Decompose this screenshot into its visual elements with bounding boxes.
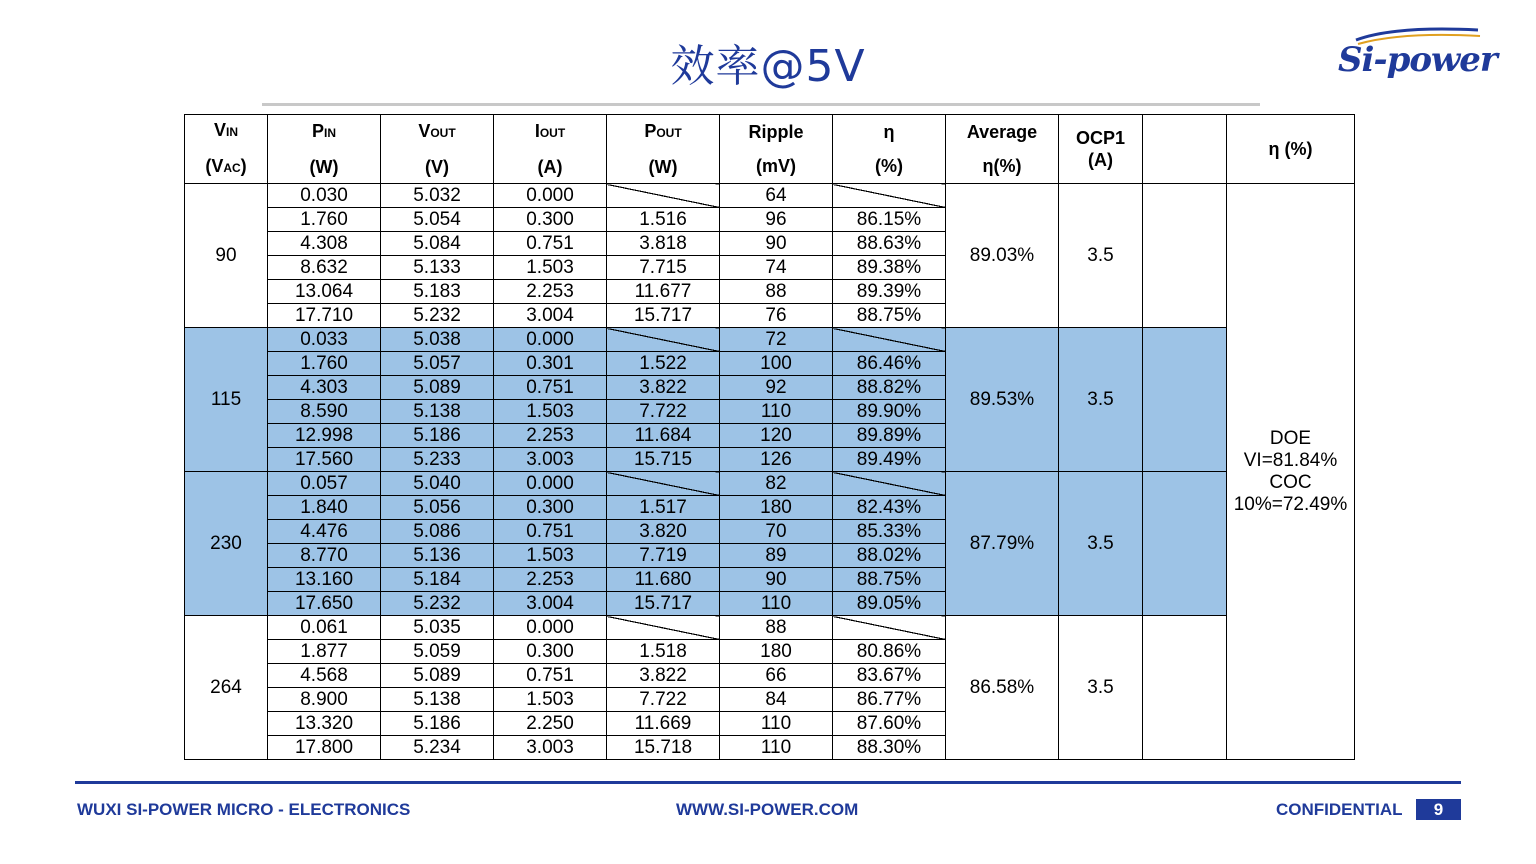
vout-cell: 5.136 xyxy=(381,544,494,568)
ocp-cell: 3.5 xyxy=(1059,184,1143,328)
vout-cell: 5.232 xyxy=(381,304,494,328)
vout-cell: 5.138 xyxy=(381,400,494,424)
pout-cell: 3.818 xyxy=(607,232,720,256)
average-cell: 86.58% xyxy=(946,616,1059,760)
pin-cell: 17.650 xyxy=(268,592,381,616)
eta-cell: 88.30% xyxy=(833,736,946,760)
vout-cell: 5.086 xyxy=(381,520,494,544)
note-line: DOE xyxy=(1269,427,1312,449)
ripple-cell: 70 xyxy=(720,520,833,544)
iout-cell: 0.000 xyxy=(494,472,607,496)
header-pin: PIN (W) xyxy=(268,115,381,184)
pin-cell: 0.030 xyxy=(268,184,381,208)
pin-cell: 0.033 xyxy=(268,328,381,352)
eta-cell: 89.90% xyxy=(833,400,946,424)
pin-cell: 0.057 xyxy=(268,472,381,496)
vout-cell: 5.133 xyxy=(381,256,494,280)
ripple-cell: 110 xyxy=(720,592,833,616)
iout-cell: 0.000 xyxy=(494,328,607,352)
eta-cell: 89.49% xyxy=(833,448,946,472)
ripple-cell: 64 xyxy=(720,184,833,208)
iout-cell: 3.003 xyxy=(494,736,607,760)
iout-cell: 0.751 xyxy=(494,520,607,544)
eta-cell: 83.67% xyxy=(833,664,946,688)
eta-cell: 89.89% xyxy=(833,424,946,448)
pout-cell: 7.719 xyxy=(607,544,720,568)
average-cell: 89.03% xyxy=(946,184,1059,328)
pout-cell: 15.718 xyxy=(607,736,720,760)
si-power-logo xyxy=(1338,26,1498,86)
ripple-cell: 72 xyxy=(720,328,833,352)
pin-cell: 17.710 xyxy=(268,304,381,328)
pout-cell: 11.684 xyxy=(607,424,720,448)
pout-cell: 11.677 xyxy=(607,280,720,304)
pout-cell: 1.518 xyxy=(607,640,720,664)
pin-cell: 1.760 xyxy=(268,352,381,376)
vout-cell: 5.138 xyxy=(381,688,494,712)
ripple-cell: 90 xyxy=(720,232,833,256)
slide-title: 效率@5V xyxy=(670,41,866,92)
pin-cell: 8.590 xyxy=(268,400,381,424)
header-pout: POUT (W) xyxy=(607,115,720,184)
pin-cell: 12.998 xyxy=(268,424,381,448)
eta-cell: 88.02% xyxy=(833,544,946,568)
ripple-cell: 84 xyxy=(720,688,833,712)
eta-cell: 89.38% xyxy=(833,256,946,280)
footer-company: WUXI SI-POWER MICRO - ELECTRONICS xyxy=(77,800,411,819)
table-row xyxy=(185,472,1355,496)
vout-cell: 5.054 xyxy=(381,208,494,232)
ripple-cell: 66 xyxy=(720,664,833,688)
vout-cell: 5.035 xyxy=(381,616,494,640)
doe-coc-note-cell xyxy=(1227,184,1355,760)
pin-cell: 4.303 xyxy=(268,376,381,400)
eta-cell: 87.60% xyxy=(833,712,946,736)
eta-cell: 86.15% xyxy=(833,208,946,232)
iout-cell: 1.503 xyxy=(494,688,607,712)
vout-cell: 5.032 xyxy=(381,184,494,208)
ocp-cell: 3.5 xyxy=(1059,616,1143,760)
header-average: Average η(%) xyxy=(946,115,1059,184)
eta-cell xyxy=(833,616,946,640)
iout-cell: 3.004 xyxy=(494,592,607,616)
ripple-cell: 120 xyxy=(720,424,833,448)
pin-cell: 8.900 xyxy=(268,688,381,712)
pin-cell: 17.800 xyxy=(268,736,381,760)
eta-cell: 88.82% xyxy=(833,376,946,400)
title-divider xyxy=(262,103,1260,106)
ripple-cell: 74 xyxy=(720,256,833,280)
pin-cell: 17.560 xyxy=(268,448,381,472)
ripple-cell: 96 xyxy=(720,208,833,232)
eta-cell: 80.86% xyxy=(833,640,946,664)
vout-cell: 5.089 xyxy=(381,376,494,400)
header-blank xyxy=(1143,115,1227,184)
vout-cell: 5.183 xyxy=(381,280,494,304)
iout-cell: 2.250 xyxy=(494,712,607,736)
average-cell: 89.53% xyxy=(946,328,1059,472)
footer-website: WWW.SI-POWER.COM xyxy=(676,800,859,819)
pout-cell: 15.715 xyxy=(607,448,720,472)
eta-cell: 89.39% xyxy=(833,280,946,304)
pout-cell: 15.717 xyxy=(607,304,720,328)
pin-cell: 13.160 xyxy=(268,568,381,592)
iout-cell: 2.253 xyxy=(494,424,607,448)
footer-confidential: CONFIDENTIAL xyxy=(1276,800,1403,819)
header-ocp: OCP1 (A) xyxy=(1059,115,1143,184)
vout-cell: 5.232 xyxy=(381,592,494,616)
iout-cell: 1.503 xyxy=(494,544,607,568)
blank-cell xyxy=(1143,472,1227,616)
ripple-cell: 88 xyxy=(720,280,833,304)
table-row xyxy=(185,616,1355,640)
pout-cell: 11.669 xyxy=(607,712,720,736)
vout-cell: 5.186 xyxy=(381,712,494,736)
iout-cell: 3.003 xyxy=(494,448,607,472)
pout-cell: 11.680 xyxy=(607,568,720,592)
pout-cell: 3.822 xyxy=(607,664,720,688)
header-eta-percent: η (%) xyxy=(1227,115,1355,184)
pin-cell: 1.760 xyxy=(268,208,381,232)
ripple-cell: 89 xyxy=(720,544,833,568)
ripple-cell: 90 xyxy=(720,568,833,592)
eta-cell: 88.63% xyxy=(833,232,946,256)
pout-cell xyxy=(607,184,720,208)
blank-cell xyxy=(1143,328,1227,472)
iout-cell: 1.503 xyxy=(494,256,607,280)
pin-cell: 8.770 xyxy=(268,544,381,568)
ripple-cell: 180 xyxy=(720,496,833,520)
eta-cell: 89.05% xyxy=(833,592,946,616)
pout-cell: 1.517 xyxy=(607,496,720,520)
pin-cell: 13.064 xyxy=(268,280,381,304)
pout-cell: 7.715 xyxy=(607,256,720,280)
average-cell: 87.79% xyxy=(946,472,1059,616)
ripple-cell: 92 xyxy=(720,376,833,400)
pout-cell: 7.722 xyxy=(607,688,720,712)
vout-cell: 5.233 xyxy=(381,448,494,472)
header-iout: IOUT (A) xyxy=(494,115,607,184)
ripple-cell: 88 xyxy=(720,616,833,640)
header-vout: VOUT (V) xyxy=(381,115,494,184)
logo-text: Si-power xyxy=(1338,40,1497,80)
vout-cell: 5.040 xyxy=(381,472,494,496)
footer-divider xyxy=(75,781,1461,784)
pout-cell: 15.717 xyxy=(607,592,720,616)
vout-cell: 5.089 xyxy=(381,664,494,688)
vout-cell: 5.057 xyxy=(381,352,494,376)
ripple-cell: 110 xyxy=(720,400,833,424)
ripple-cell: 76 xyxy=(720,304,833,328)
pout-cell xyxy=(607,472,720,496)
blank-cell xyxy=(1143,616,1227,760)
vout-cell: 5.038 xyxy=(381,328,494,352)
pin-cell: 4.308 xyxy=(268,232,381,256)
page-number: 9 xyxy=(1416,799,1461,820)
header-vin: VIN (VAC) xyxy=(185,115,268,184)
vout-cell: 5.234 xyxy=(381,736,494,760)
table-header-row xyxy=(185,115,1355,184)
table-row xyxy=(185,184,1355,208)
ripple-cell: 110 xyxy=(720,712,833,736)
iout-cell: 0.000 xyxy=(494,184,607,208)
vout-cell: 5.084 xyxy=(381,232,494,256)
eta-cell xyxy=(833,472,946,496)
iout-cell: 1.503 xyxy=(494,400,607,424)
pin-cell: 0.061 xyxy=(268,616,381,640)
eta-cell: 82.43% xyxy=(833,496,946,520)
ripple-cell: 100 xyxy=(720,352,833,376)
eta-cell: 86.77% xyxy=(833,688,946,712)
pin-cell: 13.320 xyxy=(268,712,381,736)
pout-cell: 1.522 xyxy=(607,352,720,376)
iout-cell: 0.300 xyxy=(494,208,607,232)
pin-cell: 4.568 xyxy=(268,664,381,688)
pout-cell: 3.820 xyxy=(607,520,720,544)
eta-cell xyxy=(833,184,946,208)
iout-cell: 0.751 xyxy=(494,232,607,256)
pin-cell: 4.476 xyxy=(268,520,381,544)
ocp-cell: 3.5 xyxy=(1059,472,1143,616)
eta-cell: 88.75% xyxy=(833,568,946,592)
vin-cell: 264 xyxy=(185,616,268,760)
ripple-cell: 110 xyxy=(720,736,833,760)
eta-cell: 88.75% xyxy=(833,304,946,328)
vin-cell: 115 xyxy=(185,328,268,472)
iout-cell: 0.300 xyxy=(494,496,607,520)
pout-cell: 7.722 xyxy=(607,400,720,424)
iout-cell: 0.751 xyxy=(494,376,607,400)
header-eta: η (%) xyxy=(833,115,946,184)
ripple-cell: 126 xyxy=(720,448,833,472)
note-line: VI=81.84% xyxy=(1243,449,1338,471)
eta-cell: 85.33% xyxy=(833,520,946,544)
pin-cell: 1.840 xyxy=(268,496,381,520)
note-line: COC xyxy=(1269,471,1312,493)
pin-cell: 8.632 xyxy=(268,256,381,280)
pout-cell: 1.516 xyxy=(607,208,720,232)
vout-cell: 5.184 xyxy=(381,568,494,592)
pout-cell xyxy=(607,616,720,640)
pout-cell: 3.822 xyxy=(607,376,720,400)
header-ripple: Ripple (mV) xyxy=(720,115,833,184)
table-row xyxy=(185,328,1355,352)
eta-cell xyxy=(833,328,946,352)
iout-cell: 0.300 xyxy=(494,640,607,664)
iout-cell: 0.000 xyxy=(494,616,607,640)
iout-cell: 2.253 xyxy=(494,280,607,304)
efficiency-table xyxy=(184,114,1355,760)
iout-cell: 3.004 xyxy=(494,304,607,328)
iout-cell: 0.751 xyxy=(494,664,607,688)
vin-cell: 90 xyxy=(185,184,268,328)
vin-cell: 230 xyxy=(185,472,268,616)
vout-cell: 5.056 xyxy=(381,496,494,520)
iout-cell: 0.301 xyxy=(494,352,607,376)
ocp-cell: 3.5 xyxy=(1059,328,1143,472)
eta-cell: 86.46% xyxy=(833,352,946,376)
ripple-cell: 82 xyxy=(720,472,833,496)
iout-cell: 2.253 xyxy=(494,568,607,592)
blank-cell xyxy=(1143,184,1227,328)
note-line: 10%=72.49% xyxy=(1233,493,1348,515)
pin-cell: 1.877 xyxy=(268,640,381,664)
vout-cell: 5.186 xyxy=(381,424,494,448)
vout-cell: 5.059 xyxy=(381,640,494,664)
pout-cell xyxy=(607,328,720,352)
ripple-cell: 180 xyxy=(720,640,833,664)
